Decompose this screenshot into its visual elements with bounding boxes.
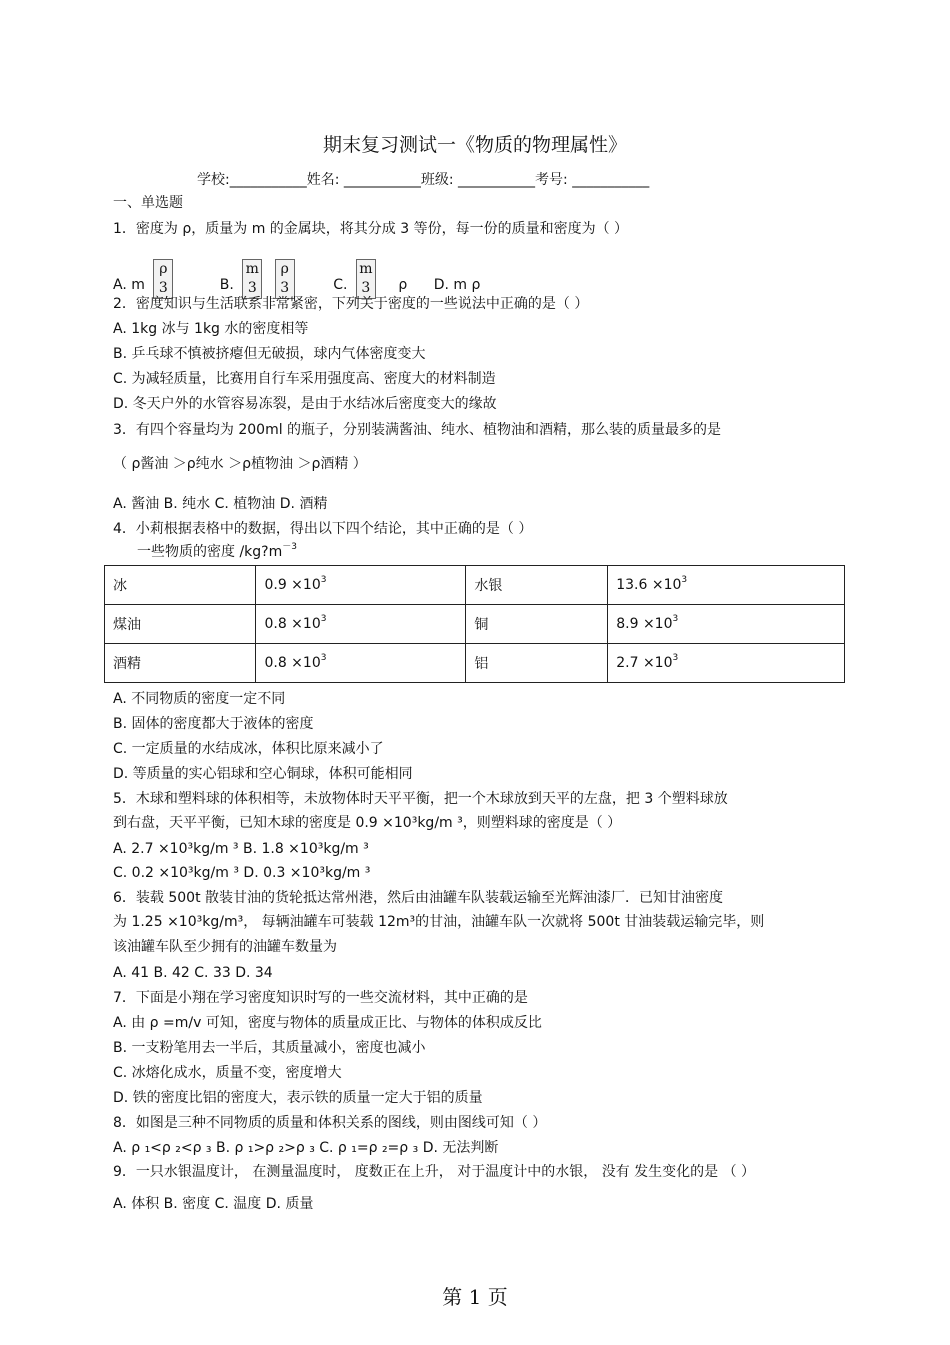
table-cell: 铝 xyxy=(466,644,608,683)
fraction-rho-over-3: ρ 3 xyxy=(153,259,173,299)
table-row xyxy=(105,605,845,644)
q1-option-a: A. m xyxy=(113,277,145,293)
q2-stem: 2．密度知识与生活联系非常紧密，下列关于密度的一些说法中正确的是（ ） xyxy=(113,296,589,312)
q1-option-b: B. xyxy=(219,277,234,293)
q2-option-b: B. 乒乓球不慎被挤瘪但无破损，球内气体密度变大 xyxy=(113,346,426,362)
table-cell: 冰 xyxy=(105,566,256,605)
q4-option-b: B. 固体的密度都大于液体的密度 xyxy=(113,716,314,732)
q6-line-3: 该油罐车队至少拥有的油罐车数量为 xyxy=(113,939,337,955)
section-heading: 一、单选题 xyxy=(113,195,183,211)
q4-option-a: A. 不同物质的密度一定不同 xyxy=(113,691,286,707)
q8-options: A. ρ ₁<ρ ₂<ρ ₃ B. ρ ₁>ρ ₂>ρ ₃ C. ρ ₁=ρ ₂=ρ ₃ D. 无法判断 xyxy=(113,1140,499,1156)
fraction-m-over-3: m 3 xyxy=(242,259,262,299)
q7-option-b: B. 一支粉笔用去一半后，其质量减小，密度也减小 xyxy=(113,1040,426,1056)
q4-option-c: C. 一定质量的水结成冰，体积比原来减小了 xyxy=(113,741,384,757)
q6-options: A. 41 B. 42 C. 33 D. 34 xyxy=(113,965,273,981)
q7-option-a: A. 由 ρ =m/v 可知，密度与物体的质量成正比、与物体的体积成反比 xyxy=(113,1015,542,1031)
q6-line-2: 为 1.25 ×10³kg/m³， 每辆油罐车可装载 12m³的甘油，油罐车队一次就将 500t 甘油装载运输完毕，则 xyxy=(113,914,765,930)
table-row xyxy=(105,566,845,605)
q4-stem: 4．小莉根据表格中的数据，得出以下四个结论，其中正确的是（ ） xyxy=(113,521,533,537)
q9-options: A. 体积 B. 密度 C. 温度 D. 质量 xyxy=(113,1196,314,1212)
q8-stem: 8．如图是三种不同物质的质量和体积关系的图线，则由图线可知（ ） xyxy=(113,1115,547,1131)
table-cell: 酒精 xyxy=(105,644,256,683)
table-cell: $2.7 \times 10^3$ xyxy=(608,644,845,683)
q9-stem: 9．一只水银温度计， 在测量温度时， 度数正在上升， 对于温度计中的水银， 没有 发生变化的是 （ ） xyxy=(113,1164,756,1180)
q4-table-caption: 一些物质的密度 $/kg?m^{-3}$ xyxy=(137,542,297,560)
table-cell: $13.6 \times 10^3$ xyxy=(608,566,845,605)
q3-condition: （ ρ酱油 ＞ρ纯水 ＞ρ植物油 ＞ρ酒精 ） xyxy=(113,456,367,472)
q1-option-c: C. xyxy=(333,277,348,293)
q4-option-d: D. 等质量的实心铝球和空心铜球，体积可能相同 xyxy=(113,766,413,782)
table-cell: 铜 xyxy=(466,605,608,644)
q2-option-c: C. 为减轻质量，比赛用自行车采用强度高、密度大的材料制造 xyxy=(113,371,496,387)
q7-option-c: C. 冰熔化成水，质量不变，密度增大 xyxy=(113,1065,342,1081)
table-cell: $0.9 \times 10^3$ xyxy=(256,566,466,605)
table-cell: 水银 xyxy=(466,566,608,605)
student-info-line: 学校:___________姓名: ___________班级: ___________考号: ___________ xyxy=(197,172,650,188)
page-title: 期末复习测试一《物质的物理属性》 xyxy=(322,134,627,156)
q7-stem: 7．下面是小翔在学习密度知识时写的一些交流材料，其中正确的是 xyxy=(113,990,528,1006)
q1-stem: 1．密度为 ρ，质量为 m 的金属块，将其分成 3 等份，每一份的质量和密度为（ ） xyxy=(113,221,629,237)
q1-option-c-rho: ρ xyxy=(398,277,408,293)
table-cell: $0.8 \times 10^3$ xyxy=(256,644,466,683)
q2-option-d: D. 冬天户外的水管容易冻裂，是由于水结冰后密度变大的缘故 xyxy=(113,396,497,412)
q5-line-2: 到右盘，天平平衡，已知木球的密度是 0.9 ×10³kg/m ³，则塑料球的密度是（ ） xyxy=(113,815,622,831)
fraction-m-over-3-c: m 3 xyxy=(356,259,376,299)
table-cell: 煤油 xyxy=(105,605,256,644)
table-cell: $0.8 \times 10^3$ xyxy=(256,605,466,644)
q3-options: A. 酱油 B. 纯水 C. 植物油 D. 酒精 xyxy=(113,496,328,512)
page-footer: 第 1 页 xyxy=(442,1285,508,1309)
q5-line-1: 5．木球和塑料球的体积相等，未放物体时天平平衡，把一个木球放到天平的左盘，把 3 个塑料球放 xyxy=(113,791,728,807)
fraction-rho-over-3-b: ρ 3 xyxy=(275,259,295,299)
density-table xyxy=(104,565,845,683)
q7-option-d: D. 铁的密度比铝的密度大，表示铁的质量一定大于铝的质量 xyxy=(113,1090,483,1106)
q1-option-d: D. m ρ xyxy=(433,277,481,293)
table-row xyxy=(105,644,845,683)
q5-options-cd: C. 0.2 ×10³kg/m ³ D. 0.3 ×10³kg/m ³ xyxy=(113,865,371,881)
q2-option-a: A. 1kg 冰与 1kg 水的密度相等 xyxy=(113,321,309,337)
table-cell: $8.9 \times 10^3$ xyxy=(608,605,845,644)
q3-stem: 3．有四个容量均为 200ml 的瓶子，分别装满酱油、纯水、植物油和酒精，那么装的质量最多的是 xyxy=(113,422,722,438)
q5-options-ab: A. 2.7 ×10³kg/m ³ B. 1.8 ×10³kg/m ³ xyxy=(113,841,369,857)
q6-line-1: 6．装载 500t 散装甘油的货轮抵达常州港，然后由油罐车队装载运输至光辉油漆厂．已知甘油密度 xyxy=(113,890,724,906)
